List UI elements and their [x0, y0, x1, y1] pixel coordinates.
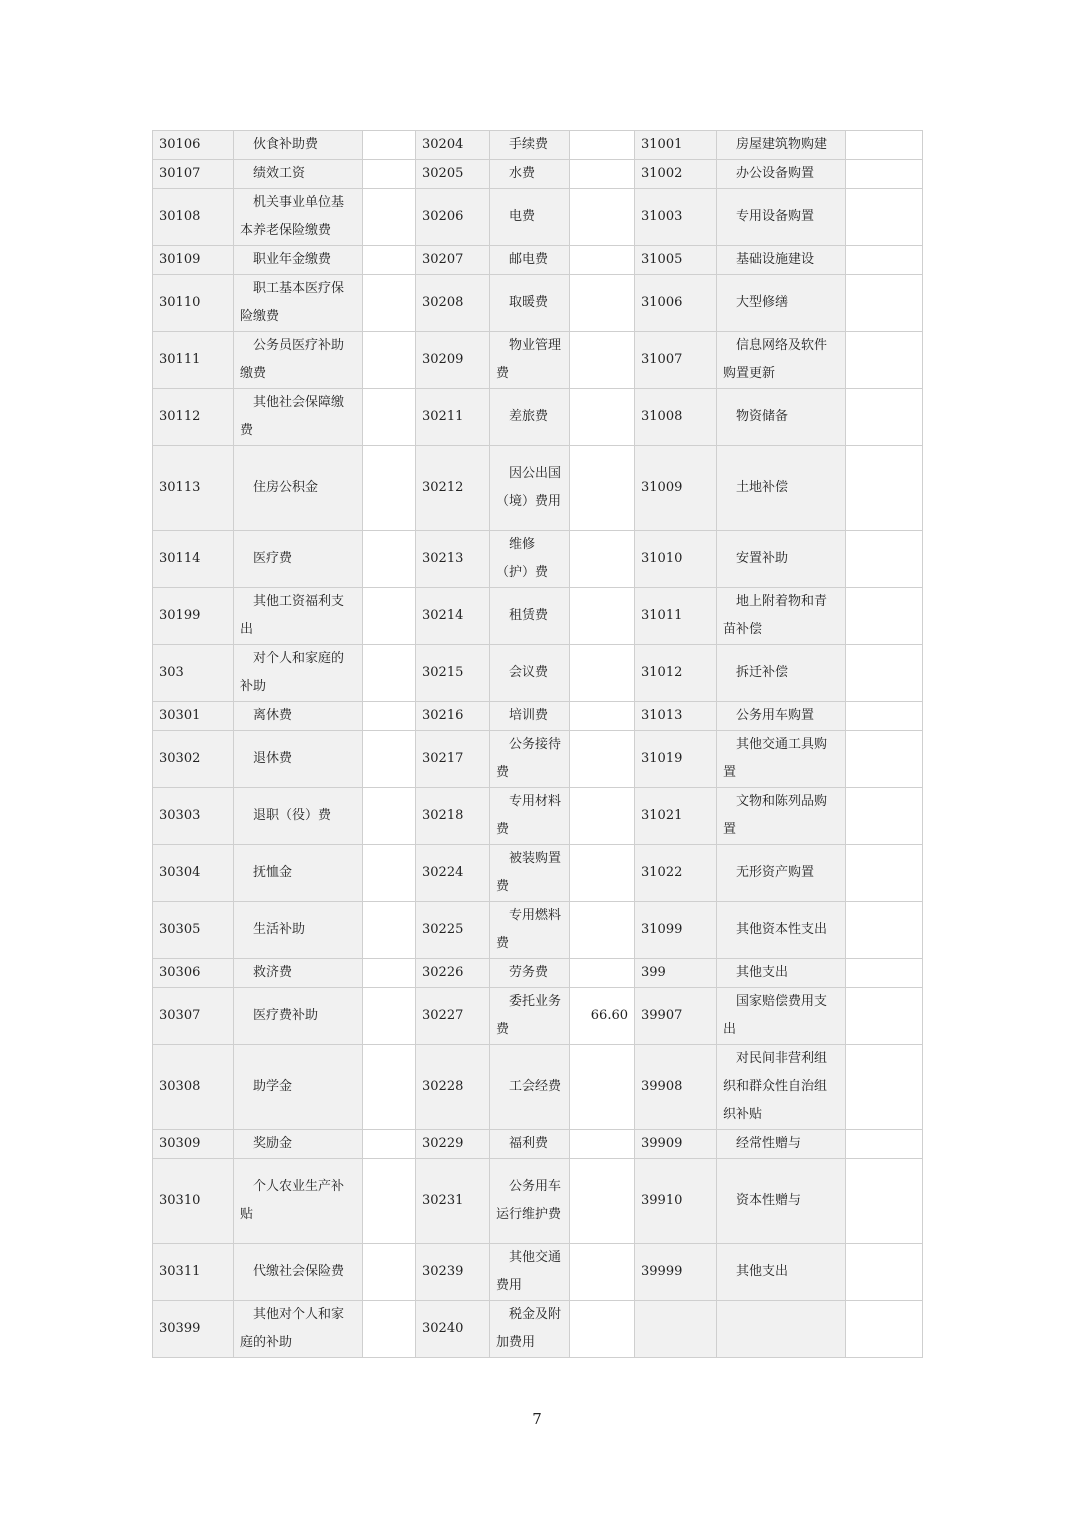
item-name-cell: 住房公积金 [234, 446, 363, 531]
amount-cell [846, 645, 923, 702]
table-row [153, 731, 923, 788]
amount-cell [846, 588, 923, 645]
item-name-cell: 差旅费 [490, 389, 570, 446]
code-cell: 30108 [153, 189, 234, 246]
code-cell: 30302 [153, 731, 234, 788]
code-cell: 30217 [416, 731, 490, 788]
amount-cell [846, 902, 923, 959]
amount-cell [570, 160, 635, 189]
amount-cell [570, 902, 635, 959]
code-cell: 30113 [153, 446, 234, 531]
amount-cell [570, 332, 635, 389]
amount-cell [570, 246, 635, 275]
item-name-cell: 会议费 [490, 645, 570, 702]
item-name-cell: 专用燃料费 [490, 902, 570, 959]
table-row [153, 959, 923, 988]
code-cell: 30305 [153, 902, 234, 959]
item-name-cell: 代缴社会保险费 [234, 1244, 363, 1301]
item-name-cell: 伙食补助费 [234, 131, 363, 160]
code-cell: 39999 [635, 1244, 717, 1301]
amount-cell [570, 702, 635, 731]
item-name-cell: 对民间非营利组织和群众性自治组织补贴 [717, 1045, 846, 1130]
item-name-cell: 无形资产购置 [717, 845, 846, 902]
page-number: 7 [532, 1410, 542, 1428]
item-name-cell: 助学金 [234, 1045, 363, 1130]
item-name-cell: 工会经费 [490, 1045, 570, 1130]
amount-cell [363, 702, 416, 731]
amount-cell [570, 588, 635, 645]
item-name-cell: 税金及附加费用 [490, 1301, 570, 1358]
amount-cell [363, 845, 416, 902]
code-cell: 30215 [416, 645, 490, 702]
item-name-cell: 职业年金缴费 [234, 246, 363, 275]
item-name-cell: 公务用车购置 [717, 702, 846, 731]
amount-cell [846, 160, 923, 189]
amount-cell [846, 189, 923, 246]
item-name-cell: 专用设备购置 [717, 189, 846, 246]
code-cell: 30111 [153, 332, 234, 389]
code-cell: 30227 [416, 988, 490, 1045]
item-name-cell: 物资储备 [717, 389, 846, 446]
code-cell: 31013 [635, 702, 717, 731]
code-cell: 31008 [635, 389, 717, 446]
table-row [153, 1130, 923, 1159]
table-row [153, 845, 923, 902]
amount-cell [570, 1301, 635, 1358]
item-name-cell: 福利费 [490, 1130, 570, 1159]
item-name-cell: 对个人和家庭的补助 [234, 645, 363, 702]
amount-cell [570, 1159, 635, 1244]
table-row [153, 332, 923, 389]
code-cell: 30225 [416, 902, 490, 959]
amount-cell [846, 845, 923, 902]
item-name-cell: 其他交通工具购置 [717, 731, 846, 788]
item-name-cell: 安置补助 [717, 531, 846, 588]
table-row [153, 160, 923, 189]
item-name-cell: 职工基本医疗保险缴费 [234, 275, 363, 332]
code-cell: 31011 [635, 588, 717, 645]
table-row [153, 1301, 923, 1358]
amount-cell [363, 902, 416, 959]
amount-cell [570, 446, 635, 531]
code-cell: 31022 [635, 845, 717, 902]
amount-cell [846, 988, 923, 1045]
item-name-cell: 抚恤金 [234, 845, 363, 902]
item-name-cell: 退休费 [234, 731, 363, 788]
item-name-cell: 手续费 [490, 131, 570, 160]
amount-cell [363, 275, 416, 332]
code-cell: 30304 [153, 845, 234, 902]
item-name-cell: 救济费 [234, 959, 363, 988]
item-name-cell: 奖励金 [234, 1130, 363, 1159]
code-cell: 30307 [153, 988, 234, 1045]
amount-cell [363, 788, 416, 845]
amount-cell [363, 1244, 416, 1301]
table-row [153, 988, 923, 1045]
code-cell: 30303 [153, 788, 234, 845]
code-cell: 30231 [416, 1159, 490, 1244]
item-name-cell: 公务接待费 [490, 731, 570, 788]
item-name-cell: 生活补助 [234, 902, 363, 959]
amount-cell [363, 1130, 416, 1159]
item-name-cell: 医疗费 [234, 531, 363, 588]
table-row [153, 588, 923, 645]
amount-cell [846, 246, 923, 275]
item-name-cell: 退职（役）费 [234, 788, 363, 845]
amount-cell [363, 1301, 416, 1358]
item-name-cell: 劳务费 [490, 959, 570, 988]
item-name-cell: 物业管理费 [490, 332, 570, 389]
item-name-cell: 因公出国（境）费用 [490, 446, 570, 531]
amount-cell [570, 1045, 635, 1130]
code-cell: 30239 [416, 1244, 490, 1301]
amount-cell [846, 446, 923, 531]
amount-cell [570, 645, 635, 702]
code-cell: 30106 [153, 131, 234, 160]
code-cell: 30107 [153, 160, 234, 189]
item-name-cell: 文物和陈列品购置 [717, 788, 846, 845]
code-cell: 30206 [416, 189, 490, 246]
budget-classification-table [152, 130, 923, 1358]
item-name-cell: 医疗费补助 [234, 988, 363, 1045]
amount-cell [570, 731, 635, 788]
code-cell: 30308 [153, 1045, 234, 1130]
item-name-cell: 租赁费 [490, 588, 570, 645]
code-cell: 30306 [153, 959, 234, 988]
amount-cell [570, 1244, 635, 1301]
item-name-cell: 绩效工资 [234, 160, 363, 189]
item-name-cell: 维修（护）费 [490, 531, 570, 588]
amount-cell [846, 788, 923, 845]
code-cell: 30218 [416, 788, 490, 845]
item-name-cell: 其他社会保障缴费 [234, 389, 363, 446]
amount-cell [363, 189, 416, 246]
code-cell: 30114 [153, 531, 234, 588]
amount-cell [570, 959, 635, 988]
table-row [153, 788, 923, 845]
item-name-cell: 公务用车运行维护费 [490, 1159, 570, 1244]
amount-cell [846, 131, 923, 160]
item-name-cell: 其他工资福利支出 [234, 588, 363, 645]
table-row [153, 389, 923, 446]
code-cell: 303 [153, 645, 234, 702]
item-name-cell: 电费 [490, 189, 570, 246]
item-name-cell: 其他交通费用 [490, 1244, 570, 1301]
amount-cell [570, 845, 635, 902]
table-row [153, 246, 923, 275]
code-cell: 31005 [635, 246, 717, 275]
code-cell: 31006 [635, 275, 717, 332]
item-name-cell: 国家赔偿费用支出 [717, 988, 846, 1045]
item-name-cell: 信息网络及软件购置更新 [717, 332, 846, 389]
item-name-cell: 房屋建筑物购建 [717, 131, 846, 160]
code-cell: 30216 [416, 702, 490, 731]
table-row [153, 446, 923, 531]
code-cell: 30224 [416, 845, 490, 902]
code-cell: 30211 [416, 389, 490, 446]
code-cell: 399 [635, 959, 717, 988]
table-row [153, 275, 923, 332]
table-row [153, 1244, 923, 1301]
item-name-cell: 地上附着物和青苗补偿 [717, 588, 846, 645]
amount-cell [846, 332, 923, 389]
amount-cell [846, 531, 923, 588]
table-row [153, 702, 923, 731]
item-name-cell: 个人农业生产补贴 [234, 1159, 363, 1244]
table-row [153, 131, 923, 160]
table-row [153, 1045, 923, 1130]
code-cell: 30229 [416, 1130, 490, 1159]
code-cell: 30199 [153, 588, 234, 645]
code-cell: 30212 [416, 446, 490, 531]
amount-cell [846, 1301, 923, 1358]
code-cell: 30301 [153, 702, 234, 731]
amount-cell [570, 189, 635, 246]
code-cell: 30213 [416, 531, 490, 588]
code-cell: 31003 [635, 189, 717, 246]
amount-cell: 66.60 [570, 988, 635, 1045]
amount-cell [846, 1130, 923, 1159]
item-name-cell: 专用材料费 [490, 788, 570, 845]
code-cell: 31010 [635, 531, 717, 588]
code-cell: 30112 [153, 389, 234, 446]
code-cell: 30399 [153, 1301, 234, 1358]
code-cell: 30205 [416, 160, 490, 189]
item-name-cell: 取暖费 [490, 275, 570, 332]
code-cell: 30207 [416, 246, 490, 275]
code-cell: 30110 [153, 275, 234, 332]
table-row [153, 1159, 923, 1244]
amount-cell [363, 446, 416, 531]
amount-cell [363, 246, 416, 275]
code-cell: 31009 [635, 446, 717, 531]
code-cell: 30204 [416, 131, 490, 160]
code-cell: 30209 [416, 332, 490, 389]
item-name-cell: 邮电费 [490, 246, 570, 275]
code-cell [635, 1301, 717, 1358]
amount-cell [570, 788, 635, 845]
item-name-cell: 培训费 [490, 702, 570, 731]
code-cell: 30109 [153, 246, 234, 275]
code-cell: 30310 [153, 1159, 234, 1244]
code-cell: 31002 [635, 160, 717, 189]
item-name-cell [717, 1301, 846, 1358]
amount-cell [570, 131, 635, 160]
amount-cell [363, 332, 416, 389]
code-cell: 39907 [635, 988, 717, 1045]
code-cell: 39909 [635, 1130, 717, 1159]
code-cell: 30208 [416, 275, 490, 332]
amount-cell [570, 389, 635, 446]
amount-cell [570, 531, 635, 588]
item-name-cell: 经常性赠与 [717, 1130, 846, 1159]
amount-cell [363, 531, 416, 588]
amount-cell [363, 988, 416, 1045]
amount-cell [846, 702, 923, 731]
code-cell: 31019 [635, 731, 717, 788]
table-row [153, 645, 923, 702]
amount-cell [363, 959, 416, 988]
code-cell: 30228 [416, 1045, 490, 1130]
item-name-cell: 其他对个人和家庭的补助 [234, 1301, 363, 1358]
amount-cell [846, 731, 923, 788]
item-name-cell: 资本性赠与 [717, 1159, 846, 1244]
amount-cell [846, 959, 923, 988]
code-cell: 39910 [635, 1159, 717, 1244]
amount-cell [363, 731, 416, 788]
item-name-cell: 被装购置费 [490, 845, 570, 902]
amount-cell [363, 1045, 416, 1130]
item-name-cell: 大型修缮 [717, 275, 846, 332]
item-name-cell: 其他支出 [717, 959, 846, 988]
code-cell: 30214 [416, 588, 490, 645]
item-name-cell: 土地补偿 [717, 446, 846, 531]
amount-cell [846, 389, 923, 446]
amount-cell [363, 160, 416, 189]
item-name-cell: 水费 [490, 160, 570, 189]
code-cell: 30240 [416, 1301, 490, 1358]
item-name-cell: 机关事业单位基本养老保险缴费 [234, 189, 363, 246]
amount-cell [363, 131, 416, 160]
table-row [153, 902, 923, 959]
amount-cell [846, 1159, 923, 1244]
amount-cell [846, 1244, 923, 1301]
table-row [153, 531, 923, 588]
item-name-cell: 委托业务费 [490, 988, 570, 1045]
amount-cell [846, 275, 923, 332]
amount-cell [363, 1159, 416, 1244]
code-cell: 31021 [635, 788, 717, 845]
code-cell: 31012 [635, 645, 717, 702]
code-cell: 30226 [416, 959, 490, 988]
code-cell: 31007 [635, 332, 717, 389]
item-name-cell: 离休费 [234, 702, 363, 731]
item-name-cell: 办公设备购置 [717, 160, 846, 189]
amount-cell [570, 275, 635, 332]
table-row [153, 189, 923, 246]
code-cell: 31001 [635, 131, 717, 160]
code-cell: 39908 [635, 1045, 717, 1130]
item-name-cell: 拆迁补偿 [717, 645, 846, 702]
code-cell: 30309 [153, 1130, 234, 1159]
amount-cell [846, 1045, 923, 1130]
amount-cell [570, 1130, 635, 1159]
amount-cell [363, 645, 416, 702]
amount-cell [363, 389, 416, 446]
item-name-cell: 公务员医疗补助缴费 [234, 332, 363, 389]
code-cell: 31099 [635, 902, 717, 959]
amount-cell [363, 588, 416, 645]
code-cell: 30311 [153, 1244, 234, 1301]
item-name-cell: 其他资本性支出 [717, 902, 846, 959]
table-body [153, 131, 923, 1358]
item-name-cell: 基础设施建设 [717, 246, 846, 275]
item-name-cell: 其他支出 [717, 1244, 846, 1301]
